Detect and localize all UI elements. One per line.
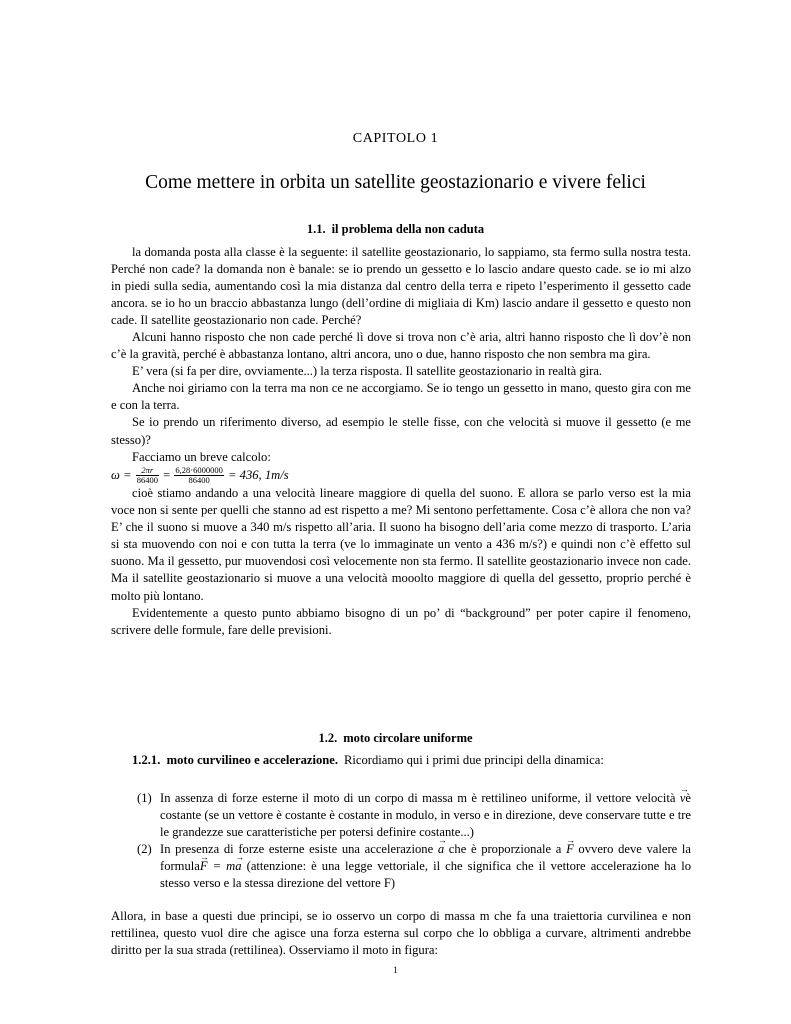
fraction-numerator: 2πr [136, 466, 159, 476]
paragraph: Evidentemente a questo punto abbiamo bisogno di un po’ di “background” per poter capire il fenomeno, scrivere delle formule, fare delle previsioni. [111, 605, 691, 637]
section-heading-2 [0, 731, 791, 746]
list-item [111, 790, 691, 841]
formula-line [111, 466, 691, 486]
vector-f-symbol: → F [200, 858, 208, 875]
subsection-text: Ricordiamo qui i primi due principi della dinamica: [344, 753, 604, 767]
fraction [174, 466, 223, 485]
list-text: In assenza di forze esterne il moto di un corpo di massa m è rettilineo uniforme, il vettore velocità [160, 791, 680, 805]
paragraph: Alcuni hanno risposto che non cade perché lì dove si trova non c’è aria, altri hanno risposto che lì dov’è non c’è la gravità, perché è abbastanza lontano, altri ancora, uno o due, hanno risposto che non sembra ma gira. [111, 330, 691, 362]
paragraph: la domanda posta alla classe è la seguente: il satellite geostazionario, lo sappiamo, sta fermo sulla nostra testa. Perché non cade? la domanda non è banale: se io prendo un gessetto e lo lascio andare questo cade. se io mi alzo in piedi sulla sedia, aumentando così la mia distanza dal centro della terra e ripeto l’esperimento il gessetto cade ancora. se io ho un braccio abbastanza lungo (dell’ordine di migliaia di Km) lascio andare il gessetto e questo non cade. Il satellite geostazionario non cade. Perché? [111, 245, 691, 328]
list-text: ovvero deve valere la formula [160, 842, 692, 874]
paragraph: Facciamo un breve calcolo: [132, 449, 271, 464]
vector-a-symbol: → a [438, 841, 444, 858]
vector-v-symbol: → v [680, 790, 686, 807]
formula-rhs: = 436, 1m/s [228, 467, 289, 482]
paragraph: cioè stiamo andando a una velocità lineare maggiore di quella del suono. E allora se parlo verso est la mia voce non si sente per quelli che stanno ad est rispetto a me? Mi sentono perfettamente. Cosa c’è allora che non va? E’ che il suono si muove a 340 m/s rispetto all’aria. Il suono ha bisogno dell’aria come mezzo di trasporto. L’aria si sta muovendo con noi e con tutta la terra (ve lo immaginate un vento a 436 m/s?) e quindi non c’è effetto sul suono. Ma il gessetto, pur muovendosi così velocemente non sta fermo. Il satellite geostazionario invece non cade. Ma il satellite geostazionario si muove a una velocità mooolto maggiore di quella del gessetto, proprio perché è molto più lontano. [111, 486, 691, 603]
fraction-denominator: 86400 [136, 475, 158, 486]
list-text: è costante (se un vettore è costante è costante in modulo, in verso e in direzione, deve conservare tutte e tre le grandezze sue caratteristiche per potersi definire costante...) [160, 791, 691, 840]
principles-list [111, 790, 691, 892]
paragraph: Se io prendo un riferimento diverso, ad esempio le stelle fisse, con che velocità si muove il gessetto (e me stesso)? [111, 415, 691, 447]
formula-equals: = m [207, 859, 236, 874]
formula-lhs: ω = [111, 467, 132, 482]
subsection-heading [111, 752, 691, 769]
section-title: moto circolare uniforme [343, 731, 473, 745]
paragraph: E’ vera (si fa per dire, ovviamente...) la terza risposta. Il satellite geostazionario in realtà gira. [132, 364, 603, 379]
vector-a-symbol: → a [235, 858, 241, 875]
paragraph: Anche noi giriamo con la terra ma non ce ne accorgiamo. Se io tengo un gessetto in mano, questo gira con me e con la terra. [111, 381, 691, 413]
chapter-label: CAPITOLO 1 [352, 131, 439, 146]
section-number: 1.1. [306, 222, 326, 236]
list-text: che è proporzionale a [444, 842, 567, 857]
subsection-title [132, 753, 338, 767]
subsection-number: 1.2.1. [132, 753, 161, 767]
section-heading-1 [0, 222, 791, 237]
formula-equals: = [163, 467, 171, 482]
list-label: (1) [137, 791, 152, 805]
list-item [111, 841, 691, 892]
chapter-title: Come mettere in orbita un satellite geostazionario e vivere felici [145, 172, 646, 193]
subsection-heading-text: moto curvilineo e accelerazione. [166, 753, 338, 767]
vector-f-symbol: → F [566, 841, 574, 858]
closing-paragraph: Allora, in base a questi due principi, se io osservo un corpo di massa m che fa una traiettoria curvilinea e non rettilinea, questo vuol dire che agisce una forza esterna sul corpo che lo obbliga a curvare, altrimenti andrebbe diritto per la sua strada (rettilinea). Osserviamo il moto in figura: [111, 909, 691, 958]
section-number: 1.2. [318, 731, 338, 745]
list-text: In presenza di forze esterne esiste una accelerazione [160, 842, 438, 857]
section-1-body [111, 244, 691, 639]
list-label: (2) [137, 842, 152, 857]
fraction-numerator: 6,28·6000000 [175, 465, 223, 476]
section-title: il problema della non caduta [331, 222, 485, 236]
fraction-denominator: 86400 [188, 475, 210, 486]
page-number: 1 [393, 965, 398, 975]
fraction [136, 466, 159, 485]
list-text: (attenzione: è una legge vettoriale, il che significa che il vettore accelerazione ha lo stesso verso e la stessa direzione del vettore F) [160, 859, 691, 891]
